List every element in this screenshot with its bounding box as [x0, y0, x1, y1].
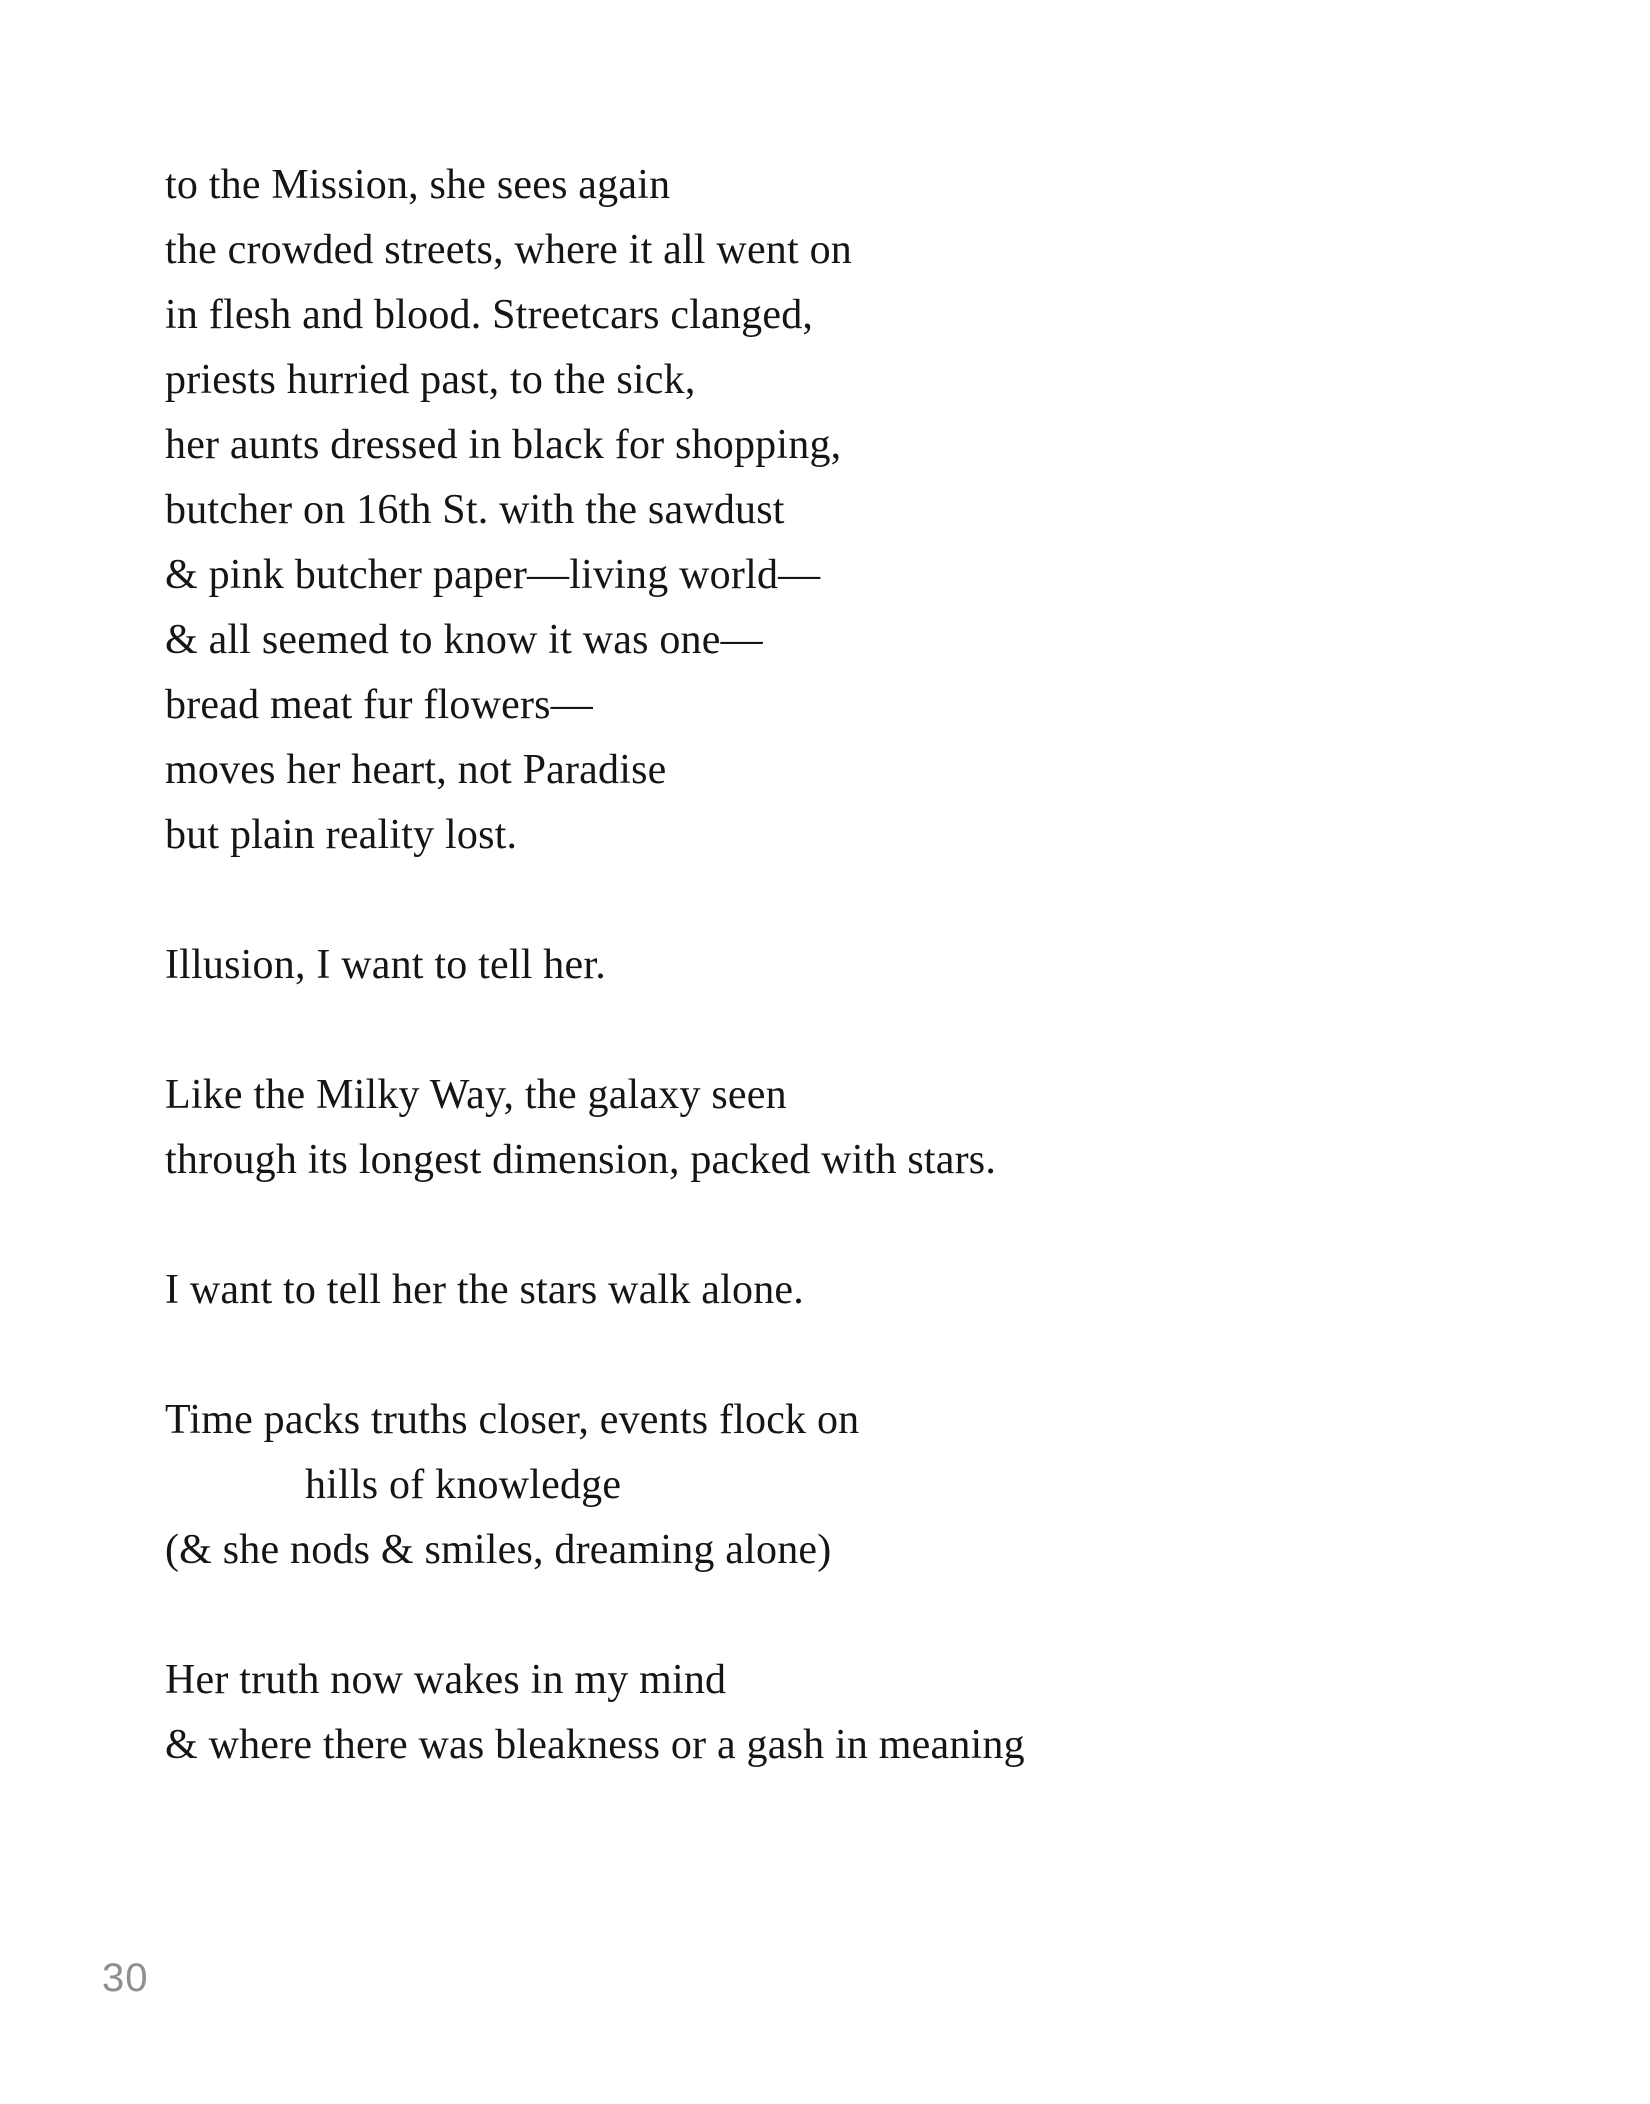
poem-line: to the Mission, she sees again [165, 162, 671, 208]
poem-line: hills of knowledge [305, 1462, 622, 1508]
poem-line: in flesh and blood. Streetcars clanged, [165, 292, 814, 338]
poem-line: Like the Milky Way, the galaxy seen [165, 1072, 787, 1118]
poem-line: through its longest dimension, packed with stars. [165, 1137, 997, 1183]
stanza [165, 1258, 1025, 1323]
poem-line: butcher on 16th St. with the sawdust [165, 487, 785, 533]
poem-line: her aunts dressed in black for shopping, [165, 422, 842, 468]
poem-line: I want to tell her the stars walk alone. [165, 1267, 804, 1313]
poem-line: (& she nods & smiles, dreaming alone) [165, 1527, 832, 1573]
poem-line: Time packs truths closer, events flock on [165, 1397, 860, 1443]
poem-line: & where there was bleakness or a gash in meaning [165, 1722, 1025, 1768]
poem-line: & all seemed to know it was one— [165, 617, 763, 663]
stanza [165, 1063, 1025, 1193]
poem-line: & pink butcher paper—living world— [165, 552, 821, 598]
poem-line: Illusion, I want to tell her. [165, 942, 606, 988]
poem-line: but plain reality lost. [165, 812, 518, 858]
stanza [165, 153, 1025, 868]
stanza [165, 1388, 1025, 1583]
poem-line: moves her heart, not Paradise [165, 747, 667, 793]
stanza [165, 933, 1025, 998]
stanza [165, 1648, 1025, 1778]
poem-line: the crowded streets, where it all went on [165, 227, 852, 273]
poem-text-block [165, 153, 1025, 1778]
page-number: 30 [102, 1956, 149, 2000]
poem-line: Her truth now wakes in my mind [165, 1657, 727, 1703]
poem-line: priests hurried past, to the sick, [165, 357, 696, 403]
poem-line: bread meat fur flowers— [165, 682, 593, 728]
